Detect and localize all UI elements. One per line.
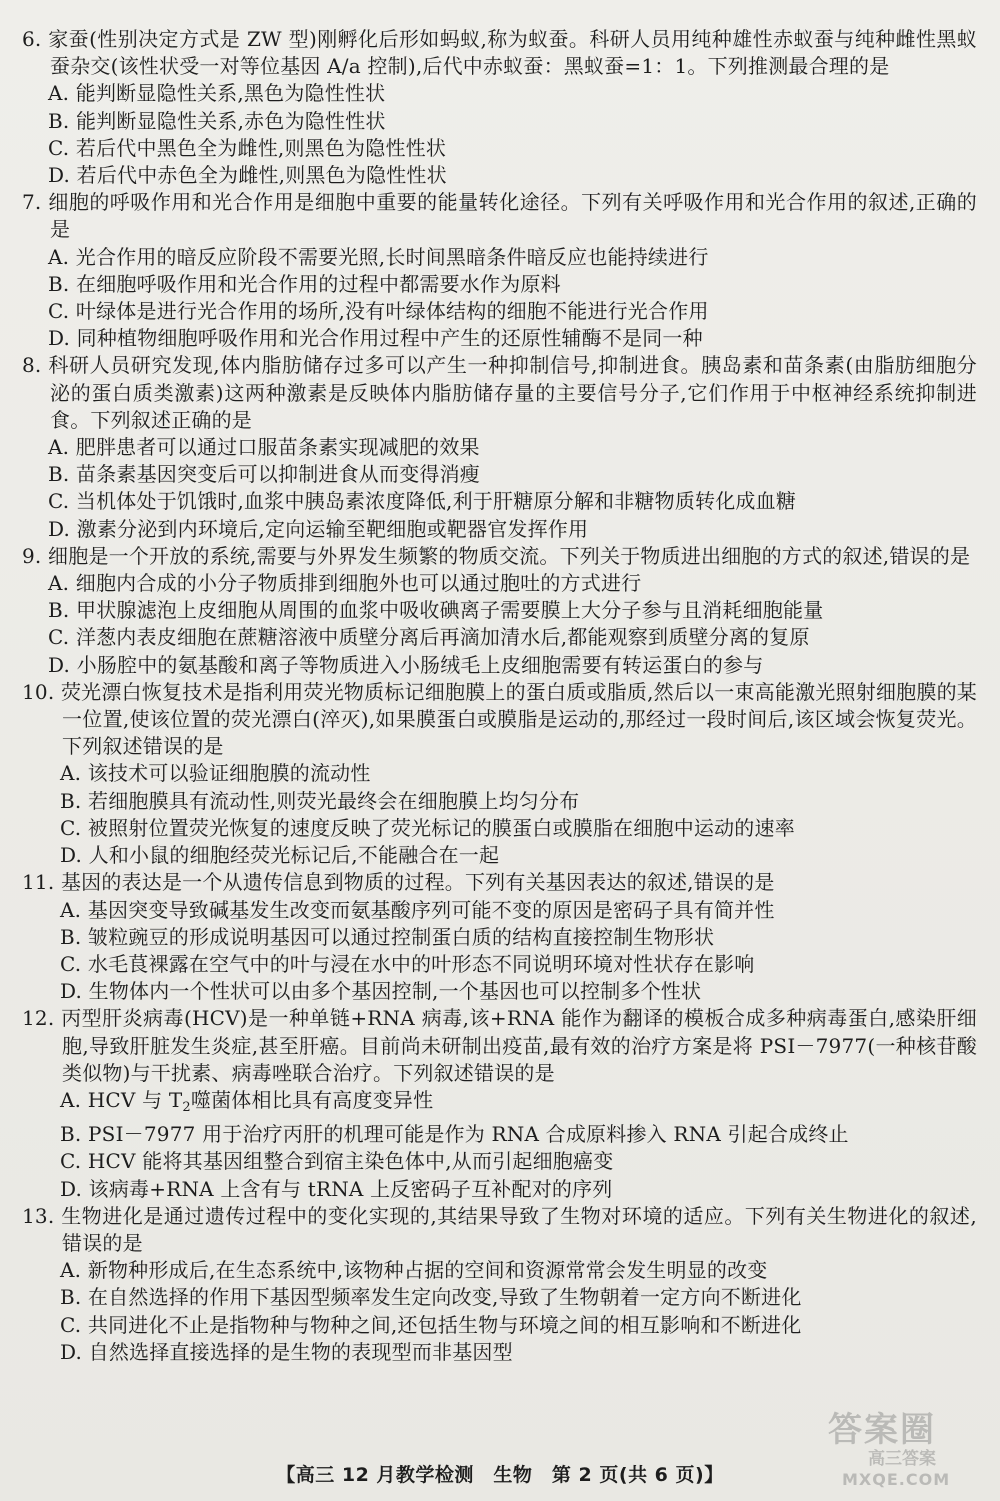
watermark-subtitle: 高三答案 <box>868 1449 936 1469</box>
option-a: A. 新物种形成后,在生态系统中,该物种占据的空间和资源常常会发生明显的改变 <box>60 1258 768 1283</box>
question-11 <box>22 869 977 1005</box>
option-a: A. 基因突变导致碱基发生改变而氨基酸序列可能不变的原因是密码子具有简并性 <box>60 897 775 922</box>
question-8 <box>22 352 977 542</box>
question-stem: 6. 家蚕(性别决定方式是 ZW 型)刚孵化后形如蚂蚁,称为蚁蚕。科研人员用纯种雄性赤蚁蚕与纯种雌性黑蚁蚕杂交(该性状受一对等位基因 A/a 控制),后代中赤蚁蚕：黑蚁蚕=1：1。下列推测最合理的是 <box>22 27 977 79</box>
option-c: C. 共同进化不止是指物种与物种之间,还包括生物与环境之间的相互影响和不断进化 <box>60 1312 802 1337</box>
option-b: B. 甲状腺滤泡上皮细胞从周围的血浆中吸收碘离子需要膜上大分子参与且消耗细胞能量 <box>48 598 824 623</box>
option-b: B. PSI－7977 用于治疗丙肝的机理可能是作为 RNA 合成原料掺入 RNA 引起合成终止 <box>60 1122 849 1147</box>
option-a-prefix: A. HCV 与 T <box>60 1087 183 1112</box>
option-d: D. 人和小鼠的细胞经荧光标记后,不能融合在一起 <box>60 843 500 868</box>
option-c: C. 若后代中黑色全为雌性,则黑色为隐性性状 <box>48 135 447 160</box>
question-9 <box>22 543 977 679</box>
option-a: A. 能判断显隐性关系,黑色为隐性性状 <box>48 81 386 106</box>
option-c: C. 叶绿体是进行光合作用的场所,没有叶绿体结构的细胞不能进行光合作用 <box>48 299 709 324</box>
question-7 <box>22 189 977 352</box>
question-stem: 13. 生物进化是通过遗传过程中的变化实现的,其结果导致了生物对环境的适应。下列有关生物进化的叙述,错误的是 <box>22 1203 977 1255</box>
option-d: D. 若后代中赤色全为雌性,则黑色为隐性性状 <box>48 163 447 188</box>
option-b: B. 在自然选择的作用下基因型频率发生定向改变,导致了生物朝着一定方向不断进化 <box>60 1285 802 1310</box>
option-c: C. 水毛茛裸露在空气中的叶与浸在水中的叶形态不同说明环境对性状存在影响 <box>60 951 755 976</box>
question-12 <box>22 1005 977 1202</box>
option-c: C. HCV 能将其基因组整合到宿主染色体中,从而引起细胞癌变 <box>60 1149 614 1174</box>
option-b: B. 皱粒豌豆的形成说明基因可以通过控制蛋白质的结构直接控制生物形状 <box>60 924 715 949</box>
question-stem: 8. 科研人员研究发现,体内脂肪储存过多可以产生一种抑制信号,抑制进食。胰岛素和苗条素(由脂肪细胞分泌的蛋白质类激素)这两种激素是反映体内脂肪储存量的主要信号分子,它们作用于中枢神经系统抑制进食。下列叙述正确的是 <box>22 353 977 432</box>
question-stem: 7. 细胞的呼吸作用和光合作用是细胞中重要的能量转化途径。下列有关呼吸作用和光合作用的叙述,正确的是 <box>22 190 977 242</box>
question-13 <box>22 1203 977 1366</box>
question-stem: 10. 荧光漂白恢复技术是指利用荧光物质标记细胞膜上的蛋白质或脂质,然后以一束高能激光照射细胞膜的某一位置,使该位置的荧光漂白(淬灭),如果膜蛋白或膜脂是运动的,那经过一段时间后,该区域会恢复荧光。下列叙述错误的是 <box>22 679 977 759</box>
option-a: A. 肥胖患者可以通过口服苗条素实现减肥的效果 <box>48 435 480 460</box>
question-stem: 11. 基因的表达是一个从遗传信息到物质的过程。下列有关基因表达的叙述,错误的是 <box>22 870 775 895</box>
option-a: A. 该技术可以验证细胞膜的流动性 <box>60 761 371 786</box>
page-footer: 【高三 12 月教学检测 生物 第 2 页(共 6 页)】 <box>276 1464 724 1486</box>
option-d: D. 激素分泌到内环境后,定向运输至靶细胞或靶器官发挥作用 <box>48 516 589 541</box>
subscript-2: 2 <box>182 1099 191 1115</box>
question-6 <box>22 26 977 189</box>
option-c: C. 被照射位置荧光恢复的速度反映了荧光标记的膜蛋白或膜脂在细胞中运动的速率 <box>60 815 795 840</box>
question-stem: 9. 细胞是一个开放的系统,需要与外界发生频繁的物质交流。下列关于物质进出细胞的方式的叙述,错误的是 <box>22 543 971 568</box>
option-a: A. 光合作用的暗反应阶段不需要光照,长时间黑暗条件暗反应也能持续进行 <box>48 244 709 269</box>
option-d: D. 自然选择直接选择的是生物的表现型而非基因型 <box>60 1339 513 1364</box>
watermark-site: MXQE.COM <box>842 1470 951 1489</box>
option-d: D. 小肠腔中的氨基酸和离子等物质进入小肠绒毛上皮细胞需要有转运蛋白的参与 <box>48 652 764 677</box>
option-a-suffix: 噬菌体相比具有高度变异性 <box>190 1087 434 1112</box>
option-c: C. 洋葱内表皮细胞在蔗糖溶液中质壁分离后再滴加清水后,都能观察到质壁分离的复原 <box>48 625 810 650</box>
option-d: D. 该病毒+RNA 上含有与 tRNA 上反密码子互补配对的序列 <box>60 1176 613 1201</box>
option-b: B. 在细胞呼吸作用和光合作用的过程中都需要水作为原料 <box>48 271 561 296</box>
option-b: B. 苗条素基因突变后可以抑制进食从而变得消瘦 <box>48 462 481 487</box>
option-c: C. 当机体处于饥饿时,血浆中胰岛素浓度降低,利于肝糖原分解和非糖物质转化成血糖 <box>48 489 797 514</box>
option-b: B. 若细胞膜具有流动性,则荧光最终会在细胞膜上均匀分布 <box>60 788 580 813</box>
option-b: B. 能判断显隐性关系,赤色为隐性性状 <box>48 108 386 133</box>
option-d: D. 生物体内一个性状可以由多个基因控制,一个基因也可以控制多个性状 <box>60 979 702 1004</box>
question-list <box>22 26 977 1366</box>
option-d: D. 同种植物细胞呼吸作用和光合作用过程中产生的还原性辅酶不是同一种 <box>48 326 703 351</box>
option-a: A. 细胞内合成的小分子物质排到细胞外也可以通过胞吐的方式进行 <box>48 571 642 596</box>
question-stem: 12. 丙型肝炎病毒(HCV)是一种单链+RNA 病毒,该+RNA 能作为翻译的模板合成多种病毒蛋白,感染肝细胞,导致肝脏发生炎症,甚至肝癌。目前尚未研制出疫苗,最有效的治疗方案是将 PSI－7977(一种核苷酸类似物)与干扰素、病毒唑联合治疗。下列叙述错误的是 <box>22 1006 977 1085</box>
question-10 <box>22 679 977 869</box>
option-a <box>22 1087 977 1121</box>
watermark-title: 答案圈 <box>828 1410 936 1450</box>
